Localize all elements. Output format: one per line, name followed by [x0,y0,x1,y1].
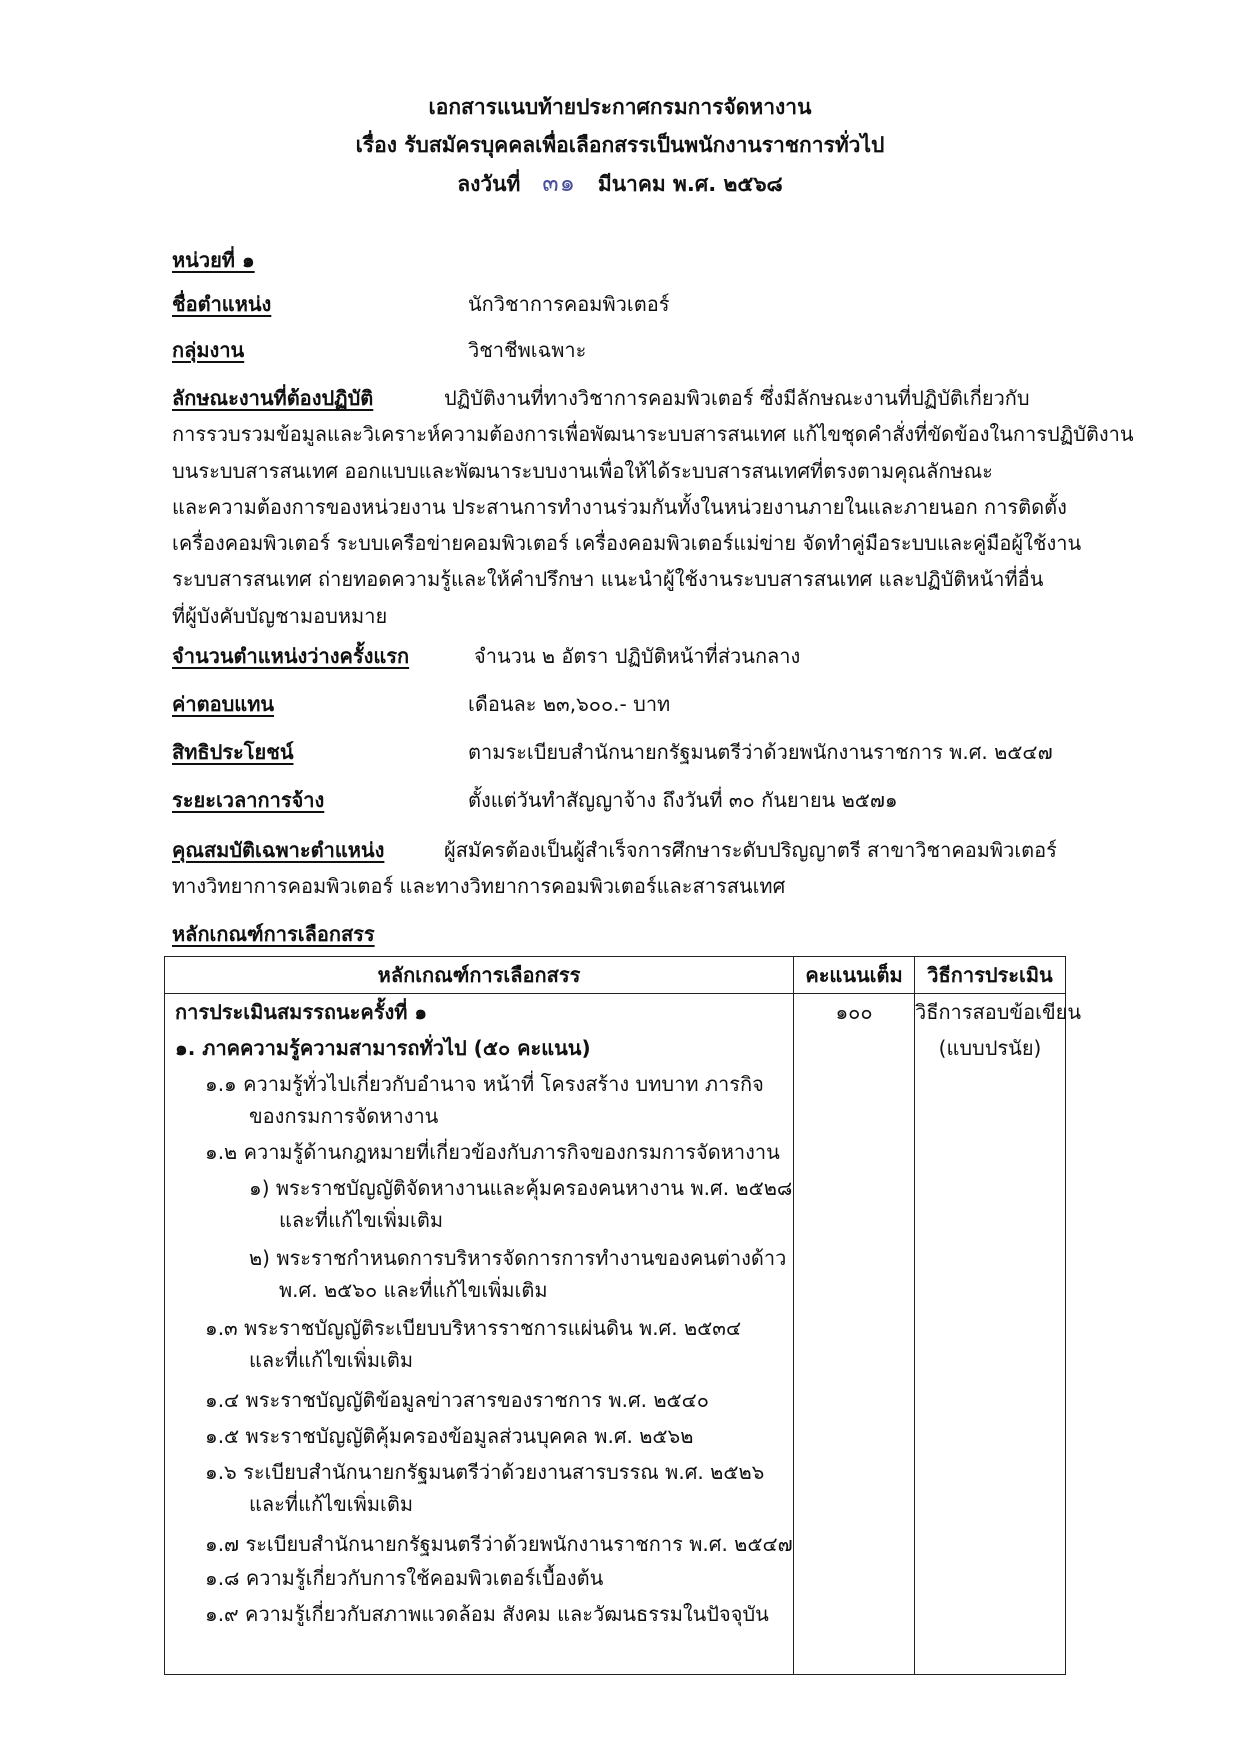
list-item: ๑.๒ ความรู้ด้านกฎหมายที่เกี่ยวข้องกับภารกิจของกรมการจัดหางาน [205,1140,780,1164]
term-row [172,784,898,816]
header-date [0,164,1240,203]
header-subject: เรื่อง รับสมัครบุคคลเพื่อเลือกสรรเป็นพนักงานราชการทั่วไป [355,133,885,157]
date-prefix: ลงวันที่ [457,172,521,196]
full-score-value: ๑๐๐ [835,1000,873,1024]
list-item: ๑.๙ ความรู้เกี่ยวกับสภาพแวดล้อม สังคม และวัฒนธรรมในปัจจุบัน [205,1602,769,1626]
list-item: ๑.๘ ความรู้เกี่ยวกับการใช้คอมพิวเตอร์เบื้องต้น [205,1566,604,1590]
method-line: วิธีการสอบข้อเขียน [915,1000,1082,1024]
vacancy-row [172,640,801,672]
unit-row [172,244,255,276]
duty-line: ที่ผู้บังคับบัญชามอบหมาย [172,603,388,628]
list-item: ๒) พระราชกำหนดการบริหารจัดการการทำงานของคนต่างด้าว [249,1246,787,1270]
duty-label: ลักษณะงานที่ต้องปฏิบัติ [172,386,374,410]
position-value: นักวิชาการคอมพิวเตอร์ [468,292,670,316]
list-item: พ.ศ. ๒๕๖๐ และที่แก้ไขเพิ่มเติม [279,1278,548,1302]
group-value: วิชาชีพเฉพาะ [468,338,587,362]
criteria-table [164,956,1082,1675]
date-day-handwritten: ๓๑ [542,169,576,197]
header-full-score: คะแนนเต็ม [794,957,915,994]
qualification-label: คุณสมบัติเฉพาะตำแหน่ง [172,838,385,862]
list-item: ๑.๑ ความรู้ทั่วไปเกี่ยวกับอำนาจ หน้าที่ โครงสร้าง บทบาท ภารกิจ [205,1072,764,1096]
document-header [0,88,1240,203]
list-item: ๑.๓ พระราชบัญญัติระเบียบบริหารราชการแผ่นดิน พ.ศ. ๒๕๓๔ [205,1316,742,1340]
position-row [172,288,670,320]
qualification-line: ทางวิทยาการคอมพิวเตอร์ และทางวิทยาการคอมพิวเตอร์และสารสนเทศ [172,874,786,899]
benefit-label: สิทธิประโยชน์ [172,740,294,764]
header-criteria: หลักเกณฑ์การเลือกสรร [165,957,794,994]
duty-line: ปฏิบัติงานที่ทางวิชาการคอมพิวเตอร์ ซึ่งมีลักษณะงานที่ปฏิบัติเกี่ยวกับ [444,386,1030,410]
list-item: ๑.๕ พระราชบัญญัติคุ้มครองข้อมูลส่วนบุคคล พ.ศ. ๒๕๖๒ [205,1424,694,1448]
header-method: วิธีการประเมิน [915,957,1066,994]
list-item: ๑.๔ พระราชบัญญัติข้อมูลข่าวสารของราชการ พ.ศ. ๒๕๔๐ [205,1388,710,1412]
list-item: ๑.๖ ระเบียบสำนักนายกรัฐมนตรีว่าด้วยงานสารบรรณ พ.ศ. ๒๕๒๖ [205,1460,765,1484]
term-value: ตั้งแต่วันทำสัญญาจ้าง ถึงวันที่ ๓๐ กันยายน ๒๕๗๑ [468,788,898,812]
list-item: ของกรมการจัดหางาน [249,1104,439,1128]
position-label: ชื่อตำแหน่ง [172,292,272,316]
salary-value: เดือนละ ๒๓,๖๐๐.- บาท [468,692,671,716]
vacancy-label: จำนวนตำแหน่งว่างครั้งแรก [172,644,410,668]
qualification-line: ผู้สมัครต้องเป็นผู้สำเร็จการศึกษาระดับปริญญาตรี สาขาวิชาคอมพิวเตอร์ [444,838,1057,862]
duty-line: และความต้องการของหน่วยงาน ประสานการทำงานร่วมกันทั้งในหน่วยงานภายในและภายนอก การติดตั้ง [172,494,1067,519]
salary-label: ค่าตอบแทน [172,692,275,716]
benefit-value: ตามระเบียบสำนักนายกรัฐมนตรีว่าด้วยพนักงานราชการ พ.ศ. ๒๕๔๗ [468,740,1053,764]
criteria-header-row [165,957,1066,994]
group-label: กลุ่มงาน [172,338,245,362]
duty-paragraph [172,380,1134,634]
duty-line: บนระบบสารสนเทศ ออกแบบและพัฒนาระบบงานเพื่อให้ได้ระบบสารสนเทศที่ตรงตามคุณลักษณะ [172,458,993,483]
duty-line: ระบบสารสนเทศ ถ่ายทอดความรู้และให้คำปรึกษา แนะนำผู้ใช้งานระบบสารสนเทศ และปฏิบัติหน้าที่อื่น [172,567,1044,592]
salary-row [172,688,671,720]
duty-line: เครื่องคอมพิวเตอร์ ระบบเครือข่ายคอมพิวเตอร์ เครื่องคอมพิวเตอร์แม่ข่าย จัดทำคู่มือระบบและคู่มือผู้ใช้งาน [172,531,1082,556]
criteria-title: หลักเกณฑ์การเลือกสรร [172,922,375,946]
list-item: และที่แก้ไขเพิ่มเติม [249,1348,414,1372]
list-item: และที่แก้ไขเพิ่มเติม [249,1492,414,1516]
term-label: ระยะเวลาการจ้าง [172,788,325,812]
criteria-body-row [165,994,1066,1675]
date-suffix: มีนาคม พ.ศ. ๒๕๖๘ [597,172,783,196]
benefit-row [172,736,1053,768]
score-cell [794,994,915,1675]
method-line: (แบบปรนัย) [938,1036,1042,1060]
list-item: ๑) พระราชบัญญัติจัดหางานและคุ้มครองคนหางาน พ.ศ. ๒๕๒๘ [249,1176,793,1200]
method-cell [915,994,1082,1675]
qualification-paragraph [172,832,1120,905]
vacancy-value: จำนวน ๒ อัตรา ปฏิบัติหน้าที่ส่วนกลาง [474,644,801,668]
duty-line: การรวบรวมข้อมูลและวิเคราะห์ความต้องการเพื่อพัฒนาระบบสารสนเทศ แก้ไขชุดคำสั่งที่ขัดข้องในการปฏิบัติงาน [172,422,1134,447]
unit-label: หน่วยที่ ๑ [172,248,255,272]
list-item: และที่แก้ไขเพิ่มเติม [279,1208,444,1232]
section-title: การประเมินสมรรถนะครั้งที่ ๑ [175,1000,428,1024]
list-item: ๑. ภาคความรู้ความสามารถทั่วไป (๕๐ คะแนน) [175,1036,591,1060]
criteria-list-cell [165,994,794,1675]
group-row [172,334,587,366]
list-item: ๑.๗ ระเบียบสำนักนายกรัฐมนตรีว่าด้วยพนักงานราชการ พ.ศ. ๒๕๔๗ [205,1532,793,1556]
header-title: เอกสารแนบท้ายประกาศกรมการจัดหางาน [428,95,812,119]
